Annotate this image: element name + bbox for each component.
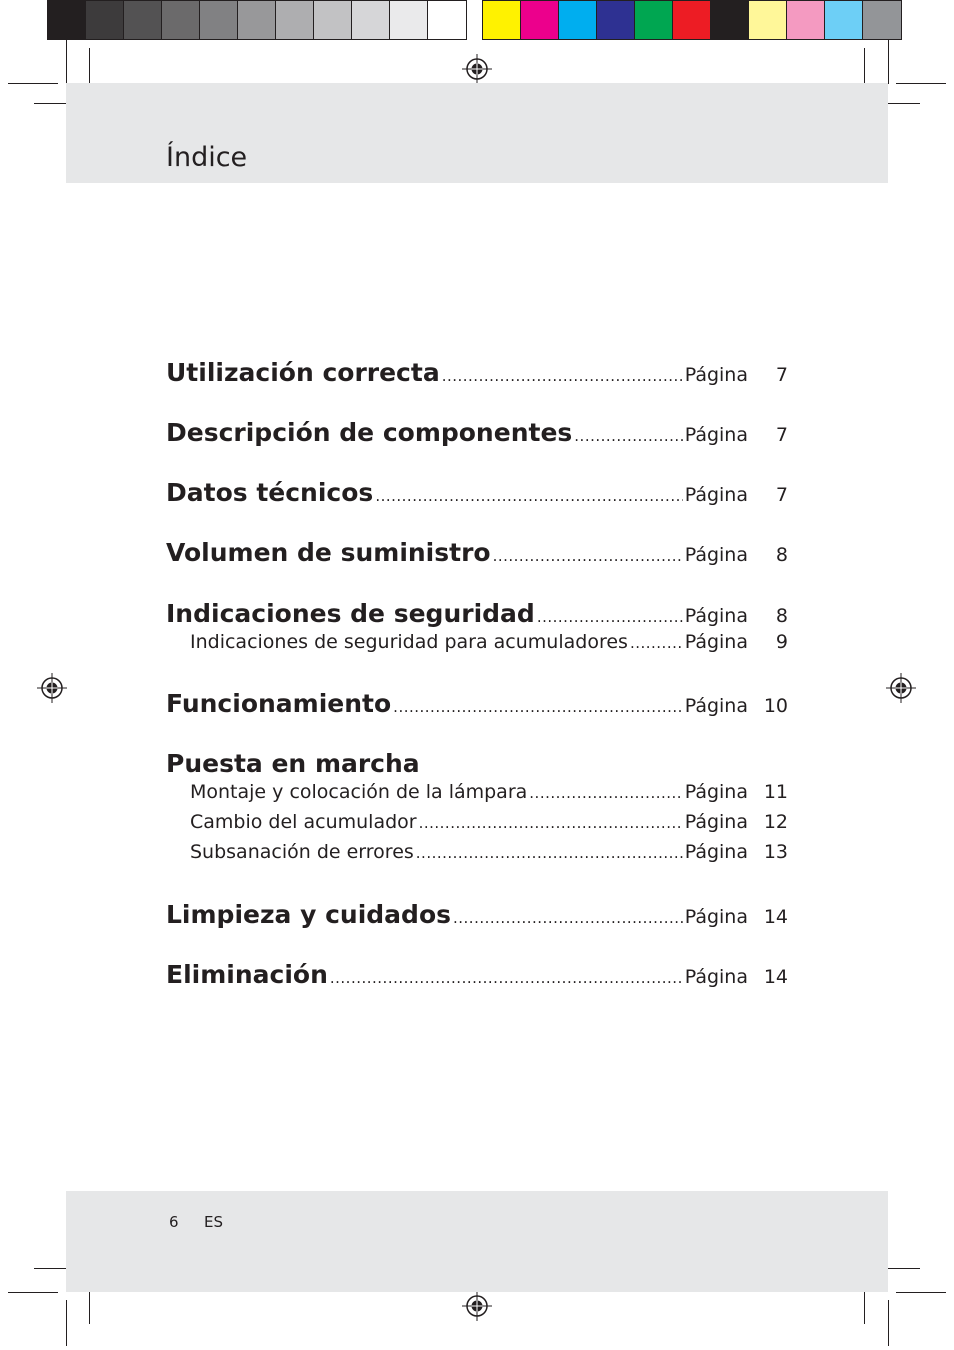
toc-entry[interactable] <box>166 418 788 448</box>
toc-entry[interactable] <box>166 900 788 930</box>
registration-mark-icon <box>462 1291 492 1321</box>
page-word: Página <box>684 906 748 928</box>
toc-section-heading[interactable] <box>166 749 788 779</box>
crop-mark <box>66 40 67 84</box>
toc-subentry[interactable] <box>190 781 788 811</box>
color-swatch <box>673 1 711 39</box>
crop-mark <box>66 1300 67 1346</box>
registration-mark-icon <box>37 673 67 703</box>
page-number: 14 <box>763 906 788 928</box>
leader-dots <box>393 698 683 716</box>
page-title: Índice <box>166 142 248 173</box>
color-swatch <box>428 1 466 39</box>
color-swatch <box>124 1 162 39</box>
registration-mark-icon <box>462 54 492 84</box>
footer-band <box>66 1191 888 1292</box>
toc-subentry[interactable] <box>190 841 788 871</box>
page-word: Página <box>684 544 748 566</box>
page-number: 13 <box>763 841 788 863</box>
leader-dots <box>493 547 683 565</box>
color-swatch <box>390 1 428 39</box>
page-number: 7 <box>775 424 788 446</box>
toc-entry-label: Datos técnicos <box>166 478 374 507</box>
leader-dots <box>529 784 682 802</box>
color-swatch <box>314 1 352 39</box>
color-swatch <box>200 1 238 39</box>
page-word: Página <box>684 484 748 506</box>
page-number: 14 <box>763 966 788 988</box>
page-word: Página <box>684 811 748 833</box>
crop-mark <box>8 83 58 84</box>
color-swatch <box>635 1 673 39</box>
page-number: 10 <box>763 695 788 717</box>
page-number: 11 <box>763 781 788 803</box>
toc-entry[interactable] <box>166 538 788 568</box>
page-word: Página <box>684 841 748 863</box>
crop-mark <box>896 83 946 84</box>
page-number-footer: 6 <box>169 1213 179 1231</box>
page-number: 8 <box>775 605 788 627</box>
page-number: 7 <box>775 484 788 506</box>
color-swatch <box>86 1 124 39</box>
toc-entry-label: Indicaciones de seguridad para acumuladores <box>190 631 628 653</box>
leader-dots <box>416 844 683 862</box>
page-word: Página <box>684 781 748 803</box>
color-swatch <box>48 1 86 39</box>
color-swatch <box>559 1 597 39</box>
color-swatch <box>863 1 901 39</box>
toc-entry-label: Subsanación de errores <box>190 841 414 863</box>
process-color-bar <box>482 0 902 40</box>
crop-mark <box>896 1292 946 1293</box>
toc-entry-label: Eliminación <box>166 960 328 989</box>
color-swatch <box>711 1 749 39</box>
color-swatch <box>787 1 825 39</box>
page-number: 7 <box>775 364 788 386</box>
leader-dots <box>453 909 683 927</box>
toc-entry-label: Utilización correcta <box>166 358 440 387</box>
leader-dots <box>330 969 683 987</box>
toc-entry-label: Funcionamiento <box>166 689 392 718</box>
toc-entry-label: Montaje y colocación de la lámpara <box>190 781 528 803</box>
leader-dots <box>419 814 683 832</box>
toc-entry-label: Limpieza y cuidados <box>166 900 451 929</box>
color-swatch <box>352 1 390 39</box>
toc-entry-label: Cambio del acumulador <box>190 811 417 833</box>
page-word: Página <box>684 966 748 988</box>
toc-entry-label: Puesta en marcha <box>166 749 420 778</box>
color-swatch <box>238 1 276 39</box>
toc-entry-label: Volumen de suministro <box>166 538 491 567</box>
leader-dots <box>574 427 682 445</box>
registration-mark-icon <box>886 673 916 703</box>
leader-dots <box>537 608 683 626</box>
toc-entry[interactable] <box>166 478 788 508</box>
page-word: Página <box>684 424 748 446</box>
toc-entry[interactable] <box>166 599 788 629</box>
leader-dots <box>375 487 682 505</box>
toc-entry-label: Indicaciones de seguridad <box>166 599 535 628</box>
grayscale-color-bar <box>47 0 467 40</box>
color-swatch <box>483 1 521 39</box>
page-number: 8 <box>775 544 788 566</box>
toc-subentry[interactable] <box>190 631 788 661</box>
leader-dots <box>630 634 683 652</box>
crop-mark <box>888 1300 889 1346</box>
language-code: ES <box>204 1213 223 1231</box>
color-swatch <box>825 1 863 39</box>
toc-entry[interactable] <box>166 960 788 990</box>
page-word: Página <box>684 631 748 653</box>
color-swatch <box>276 1 314 39</box>
page-number: 9 <box>775 631 788 653</box>
crop-mark <box>888 40 889 84</box>
leader-dots <box>442 367 683 385</box>
color-swatch <box>597 1 635 39</box>
page-word: Página <box>684 605 748 627</box>
toc-entry[interactable] <box>166 358 788 388</box>
page-number: 12 <box>763 811 788 833</box>
crop-mark <box>8 1292 58 1293</box>
color-swatch <box>162 1 200 39</box>
page-word: Página <box>684 695 748 717</box>
toc-subentry[interactable] <box>190 811 788 841</box>
page-word: Página <box>684 364 748 386</box>
toc-entry[interactable] <box>166 689 788 719</box>
color-swatch <box>521 1 559 39</box>
color-swatch <box>749 1 787 39</box>
toc-entry-label: Descripción de componentes <box>166 418 573 447</box>
